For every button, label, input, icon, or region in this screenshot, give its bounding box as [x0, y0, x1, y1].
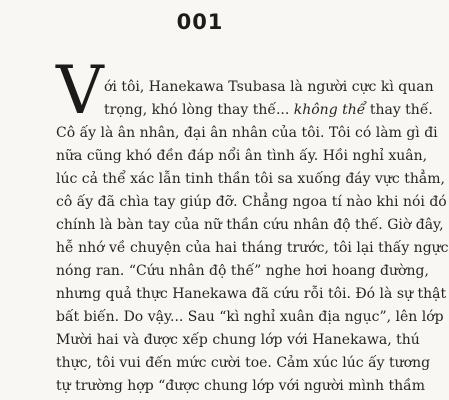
body-line-9: nóng ran. “Cứu nhân độ thế” nghe hơi hoang đường,: [56, 263, 429, 279]
body-line-4: nữa cũng khó đền đáp nổi ân tình ấy. Hồi nghỉ xuân,: [56, 148, 428, 164]
body-line-13: thực, tôi vui đến mức cười toe. Cảm xúc lúc ấy tương: [56, 355, 431, 371]
body-line-7: chính là bàn tay của nữ thần cứu nhân độ thế. Giờ đây,: [56, 217, 444, 233]
body-line-11: bất biến. Do vậy... Sau “kì nghỉ xuân địa ngục”, lên lớp: [56, 309, 444, 325]
body-line-1: ới tôi, Hanekawa Tsubasa là người cực kì quan: [104, 79, 434, 95]
body-line-14: tự trường hợp “được chung lớp với người mình thầm: [56, 378, 425, 394]
body-line-3: Cô ấy là ân nhân, đại ân nhân của tôi. Tôi có làm gì đi: [56, 125, 438, 141]
body-line-8: hễ nhớ về chuyện của hai tháng trước, tôi lại thấy ngực: [56, 240, 449, 256]
emphasis-text: không thể: [293, 102, 366, 118]
body-line-5: lúc cả thể xác lẫn tinh thần tôi sa xuống đáy vực thẳm,: [56, 171, 445, 187]
body-line-2: [104, 101, 433, 119]
body-line-10: nhưng quả thực Hanekawa đã cứu rỗi tôi. Đó là sự thật: [56, 286, 447, 302]
drop-cap: V: [56, 52, 104, 129]
body-line-2-end: thay thế.: [369, 102, 433, 118]
body-line-2-start: trọng, khó lòng thay thế...: [104, 102, 290, 118]
chapter-number: 001: [176, 10, 224, 34]
body-line-12: Mười hai và được xếp chung lớp với Hanekawa, thú: [56, 332, 420, 348]
body-line-6: cô ấy đã chìa tay giúp đỡ. Chẳng ngoa tí nào khi nói đó: [56, 194, 447, 210]
